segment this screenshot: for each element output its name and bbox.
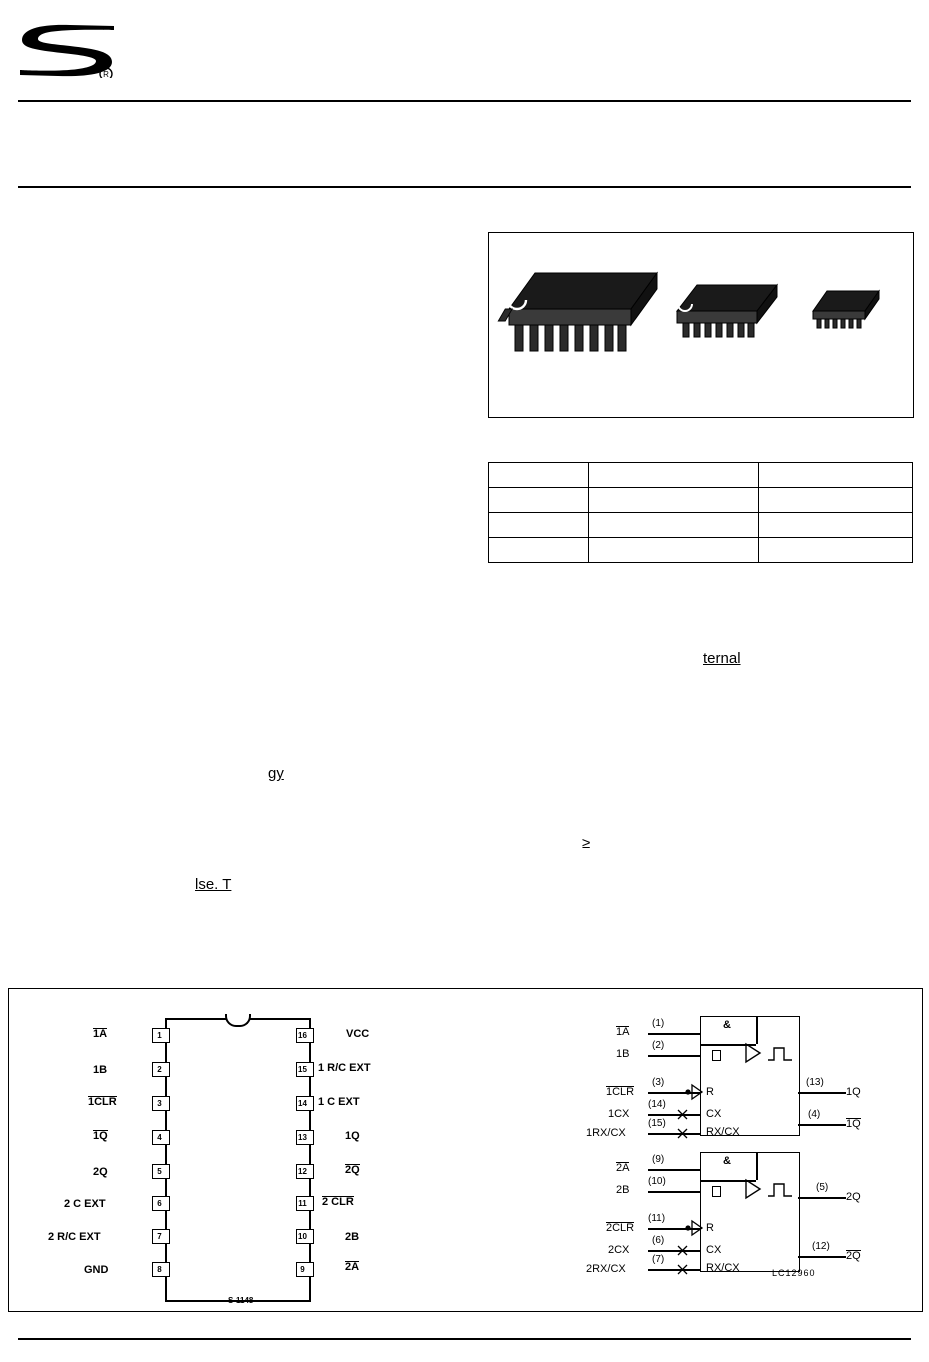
logic-label-1qbar: 1Q [846,1118,861,1130]
input-line-2b [648,1191,700,1193]
rxcx-crossmark-1 [676,1127,689,1140]
pin-label-2rcext: 2 R/C EXT [48,1231,101,1243]
order-codes-table [488,462,913,563]
logic-pin-3: (3) [652,1077,665,1088]
logic-pin-14: (14) [648,1099,666,1110]
logic-gate-edge-2 [756,1152,758,1180]
table-cell [489,463,589,488]
logic-label-2qbar: 2Q [846,1250,861,1262]
pin-label-1rcext: 1 R/C EXT [318,1062,371,1074]
logic-label-1clr: 1CLR [606,1086,635,1098]
table-cell [489,513,589,538]
table-cell [589,538,759,563]
table-cell [589,488,759,513]
logic-label-1b: 1B [616,1048,630,1060]
logic-pin-12: (12) [812,1241,830,1252]
schmitt-symbol-2 [712,1186,721,1197]
pin-number-12: 12 [298,1167,307,1176]
logic-label-2clr: 2CLR [606,1222,635,1234]
table-cell [759,513,913,538]
pin-label-1q-out: 1Q [345,1130,360,1142]
pin-label-vcc [346,1028,369,1040]
input-line-2rxcx [648,1269,700,1271]
logic-gate-edge-1 [756,1016,758,1044]
text-fragment-ternal [703,650,741,667]
clr-inverter-2 [684,1218,704,1240]
logic-pin-6: (6) [652,1235,665,1246]
pin-number-11: 11 [298,1199,307,1208]
table-row [489,463,913,488]
logic-label-2cx: 2CX [608,1244,630,1256]
clr-inverter-1 [684,1082,704,1104]
logic-label-1a: 1A [616,1026,630,1038]
sop-package-illustration [669,267,789,367]
logic-pin-11: (11) [648,1213,666,1224]
tssop-package-illustration [807,277,897,357]
pin-number-5: 5 [157,1167,162,1176]
dip-package-outline [165,1018,311,1302]
schmitt-symbol-1 [712,1050,721,1061]
pin-label-gnd: GND [84,1264,109,1276]
logic-pin-15: (15) [648,1118,666,1129]
output-line-2q [798,1197,846,1199]
and-gate-symbol-2: & [723,1155,731,1167]
pin-number-6: 6 [157,1199,162,1208]
output-stage-2 [744,1178,796,1202]
table-cell [759,538,913,563]
table-row [489,488,913,513]
pin-number-10: 10 [298,1232,307,1241]
pin-label-2cext: 2 C EXT [64,1198,106,1210]
pin-label-1cext: 1 C EXT [318,1096,360,1108]
st-logo [18,22,118,78]
input-line-1b [648,1055,700,1057]
rxcx-port-label-2: RX/CX [706,1262,740,1274]
pin-number-1: 1 [157,1031,162,1040]
text-fragment-ternal-label: ternal [703,650,741,667]
pin-number-2: 2 [157,1065,162,1074]
pin-label-1a: 1A [93,1028,108,1040]
input-line-1a [648,1033,700,1035]
pin-number-7: 7 [157,1232,162,1241]
text-fragment-gy-label: gy [268,765,284,782]
pin-label-2clr: 2 CLR [322,1196,354,1208]
logic-pin-9: (9) [652,1154,665,1165]
reset-port-label-2: R [706,1222,714,1234]
pin-number-13: 13 [298,1133,307,1142]
text-fragment-lse-label: lse. T [195,876,232,893]
pin-number-15: 15 [298,1065,307,1074]
logic-pin-2: (2) [652,1040,665,1051]
cx-port-label-1: CX [706,1108,722,1120]
logic-pin-13: (13) [806,1077,824,1088]
table-cell [759,488,913,513]
pin-label-2b: 2B [345,1231,360,1243]
pin-label-vcc-text: VCC [346,1028,370,1040]
pin-number-4: 4 [157,1133,162,1142]
output-line-1qbar [798,1124,846,1126]
pin-label-1q: 1Q [93,1130,108,1142]
text-fragment-gy [268,765,284,782]
drawing-code: S-1148 [228,1296,254,1305]
svg-text:R: R [103,70,109,78]
table-row [489,538,913,563]
logic-pin-1: (1) [652,1018,665,1029]
logic-label-1cx: 1CX [608,1108,630,1120]
output-line-1q [798,1092,846,1094]
cx-crossmark-1 [676,1108,689,1121]
footer-divider [18,1338,911,1340]
pin-label-2a: 2A [345,1261,360,1273]
table-cell [489,488,589,513]
pin-number-3: 3 [157,1099,162,1108]
output-line-2qbar [798,1256,846,1258]
input-line-2cx [648,1250,700,1252]
rxcx-port-label-1: RX/CX [706,1126,740,1138]
pin-number-14: 14 [298,1099,307,1108]
cx-crossmark-2 [676,1244,689,1257]
logic-diagram-code: LC12960 [772,1268,816,1278]
table-row [489,513,913,538]
logic-pin-7: (7) [652,1254,665,1265]
table-cell [589,513,759,538]
table-cell [589,463,759,488]
pin-number-9: 9 [300,1265,305,1274]
pin-number-8: 8 [157,1265,162,1274]
title-divider [18,186,911,188]
cx-port-label-2: CX [706,1244,722,1256]
pin-label-2q-bar: 2Q [345,1164,360,1176]
logic-label-2q: 2Q [846,1191,861,1203]
logic-label-1q: 1Q [846,1086,861,1098]
logic-label-2b: 2B [616,1184,630,1196]
rxcx-crossmark-2 [676,1263,689,1276]
header-divider [18,100,911,102]
input-line-1rxcx [648,1133,700,1135]
pin-number-16: 16 [298,1031,307,1040]
logic-pin-10: (10) [648,1176,666,1187]
logic-label-2a: 2A [616,1162,630,1174]
logic-label-1rxcx: 1RX/CX [586,1127,626,1139]
dip-package-illustration [497,247,677,367]
table-cell [489,538,589,563]
and-gate-symbol-1: & [723,1019,731,1031]
pin-label-1b: 1B [93,1064,108,1076]
logic-pin-5: (5) [816,1182,829,1193]
input-line-2a [648,1169,700,1171]
output-stage-1 [744,1042,796,1066]
table-cell [759,463,913,488]
package-image-box [488,232,914,418]
logic-label-2rxcx: 2RX/CX [586,1263,626,1275]
text-fragment-lse [195,876,231,893]
logic-pin-4: (4) [808,1109,821,1120]
text-fragment-geq [582,835,590,852]
reset-port-label-1: R [706,1086,714,1098]
pin-label-1clr: 1CLR [88,1096,117,1108]
input-line-1cx [648,1114,700,1116]
pin-label-2q: 2Q [93,1166,108,1178]
text-fragment-geq-label: ≥ [582,835,591,852]
